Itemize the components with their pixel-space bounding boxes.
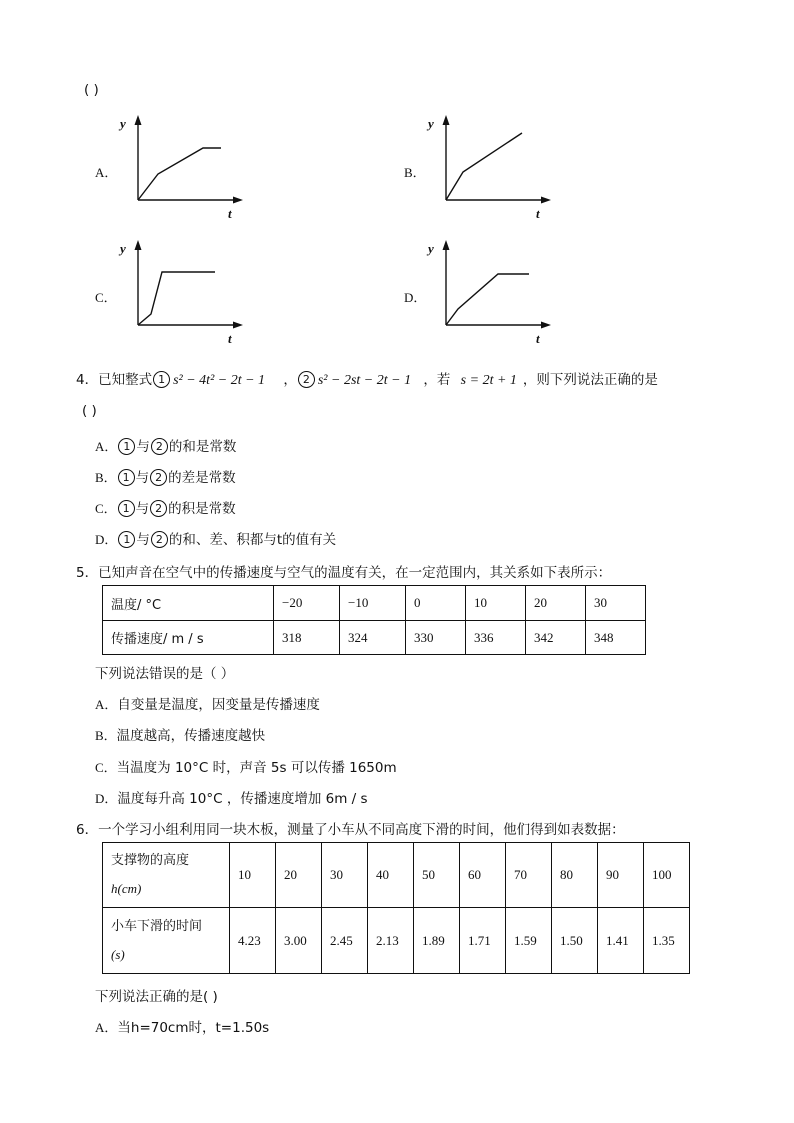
table-cell: 324 [340,621,406,655]
table-cell: 0 [406,586,466,621]
q6-number: 6． [76,822,99,838]
table-cell: 4.23 [230,908,276,974]
q5-number: 5． [76,565,99,581]
table-cell: 318 [274,621,340,655]
q6-table [102,842,690,974]
q6-header-height-unit: h(cm) [111,881,142,896]
q3-answer-paren: ( ) [84,82,99,98]
q5-header-temperature: 温度/ °C [103,586,274,621]
q4-option-a: A． 1 与 2 的和是常数 [95,439,237,455]
table-cell: −10 [340,586,406,621]
q4-option-b: B． 1 与 2 的差是常数 [95,470,236,486]
table-cell: 1.59 [506,908,552,974]
q4-expr-1: s² − 4t² − 2t − 1 [173,373,266,388]
q5-option-b: B．温度越高，传播速度越快 [95,728,266,744]
table-cell: 3.00 [276,908,322,974]
q4-sep: ， [283,372,297,388]
q5-question: 下列说法错误的是（ ） [95,666,235,682]
q3-option-d-letter: D． [404,290,427,305]
q4-answer-paren: ( ) [82,403,97,419]
table-cell: 30 [586,586,646,621]
table-cell: 10 [230,843,276,908]
q5-option-c: C．当温度为 10°C 时，声音 5s 可以传播 1650m [95,760,397,776]
q6-question: 下列说法正确的是( ) [95,989,218,1005]
table-row [103,586,646,621]
q4-number: 4． [76,372,99,388]
q4-condition: s = 2t + 1 [460,373,517,388]
table-cell: 2.45 [322,908,368,974]
q4-stem-b: ，若 [423,372,451,388]
table-row [103,843,690,908]
q4-stem [76,368,658,389]
q3-option-b-letter: B． [404,165,426,180]
q5-header-speed: 传播速度/ m / s [103,621,274,655]
table-cell: 80 [552,843,598,908]
table-cell: 348 [586,621,646,655]
table-cell: 50 [414,843,460,908]
q5-stem-text: 已知声音在空气中的传播速度与空气的温度有关，在一定范围内，其关系如下表所示： [98,565,612,581]
table-cell: 20 [526,586,586,621]
table-cell: 70 [506,843,552,908]
q5-option-d: D．温度每升高 10°C ，传播速度增加 6m / s [95,791,368,807]
q4-option-d: D． 1 与 2 的和、差、积都与t的值有关 [95,532,337,548]
table-cell: 342 [526,621,586,655]
q6-header-height [103,843,230,908]
q4-option-c: C． 1 与 2 的积是常数 [95,501,236,517]
table-cell: 20 [276,843,322,908]
table-cell: 100 [644,843,690,908]
q4-circled-2: 2 [298,371,315,388]
q3-graph-b-x-label: t [536,206,540,221]
table-cell: 1.35 [644,908,690,974]
table-cell: 1.89 [414,908,460,974]
table-cell: 2.13 [368,908,414,974]
table-cell: −20 [274,586,340,621]
q4-stem-a: 已知整式 [98,372,153,388]
q3-graph-d-y-label: y [428,241,434,256]
q6-header-time [103,908,230,974]
q4-stem-c: ，则下列说法正确的是 [522,372,658,388]
q3-graph-b-y-label: y [428,116,434,131]
table-cell: 10 [466,586,526,621]
table-cell: 336 [466,621,526,655]
table-cell: 1.41 [598,908,644,974]
table-cell: 1.71 [460,908,506,974]
q5-option-a: A．自变量是温度，因变量是传播速度 [95,697,320,713]
table-row [103,908,690,974]
table-cell: 1.50 [552,908,598,974]
q3-graph-b [428,112,558,224]
q6-stem [76,818,625,838]
table-cell: 330 [406,621,466,655]
table-row [103,621,646,655]
q3-option-a-letter: A． [95,165,118,180]
q4-circled-1: 1 [153,371,170,388]
q3-graph-a-y-label: y [120,116,126,131]
q6-header-height-label: 支撑物的高度 [111,853,190,868]
q3-graph-c-y-label: y [120,241,126,256]
q6-option-a: A．当h=70cm时，t=1.50s [95,1020,270,1036]
q3-graph-d [428,237,558,349]
q3-graph-c [120,237,250,349]
table-cell: 30 [322,843,368,908]
q4-expr-2: s² − 2st − 2t − 1 [317,373,412,388]
q6-stem-text: 一个学习小组利用同一块木板，测量了小车从不同高度下滑的时间，他们得到如表数据： [98,822,625,838]
table-cell: 60 [460,843,506,908]
q3-graph-d-x-label: t [536,331,540,346]
q6-header-time-label: 小车下滑的时间 [111,918,203,934]
q3-graph-c-x-label: t [228,331,232,346]
table-cell: 90 [598,843,644,908]
q6-header-time-unit: (s) [111,946,125,962]
table-cell: 40 [368,843,414,908]
q5-stem [76,561,611,581]
q5-table [102,585,646,655]
q3-graph-a-x-label: t [228,206,232,221]
q3-graph-a [120,112,250,224]
q3-option-c-letter: C． [95,290,117,305]
